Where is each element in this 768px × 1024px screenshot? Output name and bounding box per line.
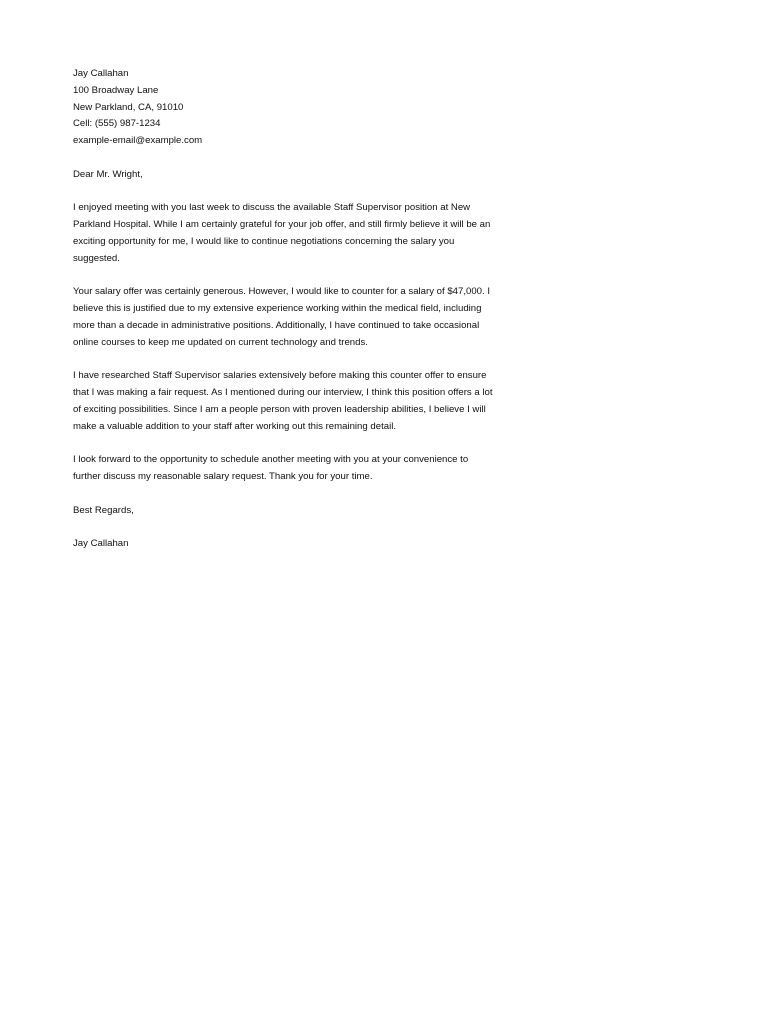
salutation: Dear Mr. Wright,	[73, 168, 143, 180]
paragraph-line: suggested.	[73, 252, 120, 264]
paragraph-line: that I was making a fair request. As I mentioned during our interview, I think this position offers a lot	[73, 387, 493, 399]
paragraph-line: I enjoyed meeting with you last week to discuss the available Staff Supervisor position at New	[73, 202, 471, 214]
sender-city: New Parkland, CA, 91010	[73, 101, 184, 113]
paragraph-3	[73, 368, 533, 435]
sender-email: example-email@example.com	[73, 135, 203, 147]
sender-name: Jay Callahan	[73, 68, 129, 79]
sender-street: 100 Broadway Lane	[73, 84, 159, 96]
paragraph-line: believe this is justified due to my extensive experience working within the medical field, including	[73, 303, 482, 315]
paragraph-4	[73, 452, 533, 486]
paragraph-line: I look forward to the opportunity to schedule another meeting with you at your convenience to	[73, 454, 469, 466]
letter-body	[73, 66, 533, 553]
paragraph-line: further discuss my reasonable salary request. Thank you for your time.	[73, 471, 373, 483]
paragraph-line: Your salary offer was certainly generous. However, I would like to counter for a salary of $47,000. I	[73, 286, 491, 298]
paragraph-1	[73, 200, 533, 267]
paragraph-line: online courses to keep me updated on current technology and trends.	[73, 336, 368, 348]
paragraph-line: I have researched Staff Supervisor salaries extensively before making this counter offer to ensure	[73, 370, 487, 382]
paragraph-line: more than a decade in administrative positions. Additionally, I have continued to take occasional	[73, 319, 480, 331]
paragraph-line: of exciting possibilities. Since I am a people person with proven leadership abilities, I believe I will	[73, 403, 486, 415]
signature: Jay Callahan	[73, 538, 129, 550]
closing: Best Regards,	[73, 504, 134, 516]
paragraph-line: exciting opportunity for me, I would like to continue negotiations concerning the salary you	[73, 235, 455, 247]
paragraph-2	[73, 284, 533, 351]
sender-block	[73, 66, 533, 150]
paragraph-line: make a valuable addition to your staff after working out this remaining detail.	[73, 420, 396, 432]
paragraph-line: Parkland Hospital. While I am certainly grateful for your job offer, and still firmly believe it will be an	[73, 219, 491, 231]
sender-cell: Cell: (555) 987-1234	[73, 118, 161, 130]
